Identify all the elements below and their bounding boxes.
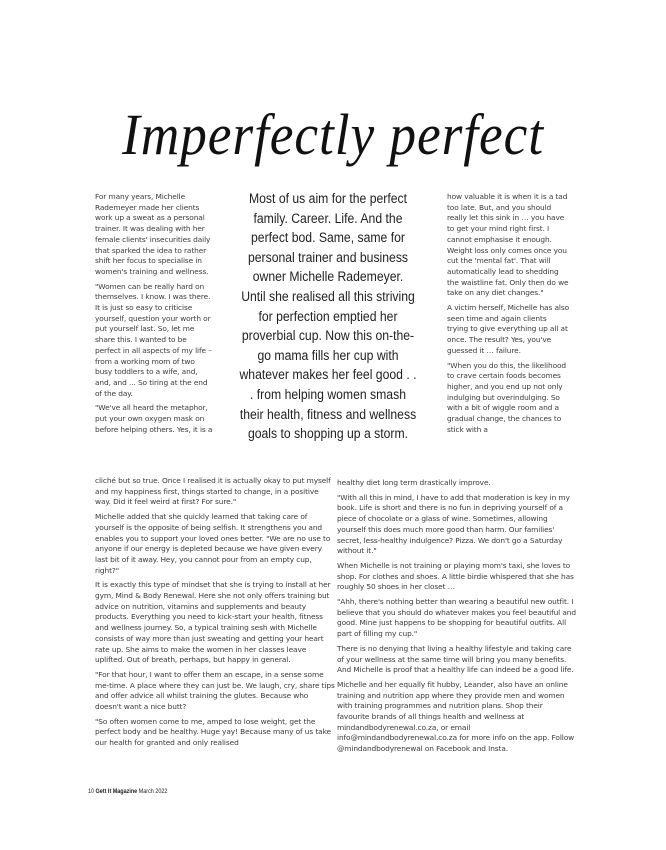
paragraph: cliché but so true. Once I realised it is actually okay to put myself and my happiness first, things started to change, in a positive way. Did it feel weird at first? For sure." [95,476,331,507]
paragraph: For many years, Michelle Rademeyer made her clients work up a sweat as a personal trainer. It was dealing with her female clients' insecurities daily that sparked the idea to rather shift her focus to specialise in women's training and wellness. [95,192,211,276]
paragraph: "When you do this, the likelihood to crave certain foods becomes higher, and you end up not only indulging but overindulging. So with a bit of wiggle room and a gradual change, the chances to stick with a [447,360,567,434]
left-column-bottom [95,476,335,753]
paragraph: Michelle added that she quickly learned that taking care of yourself is the opposite of being selfish. It strengthens you and enables you to support your loved ones better. "We are no use to anyone if our energy is depleted because we have given every last bit of it away. Hey, you cannot pour from an empty cup, right?" [95,512,331,575]
page-footer [88,788,167,795]
paragraph: "So often women come to me, amped to lose weight, get the perfect body and be healthy. Huge yay! Because many of us take our health for granted and only realised [95,716,331,748]
paragraph: Michelle and her equally fit hubby, Leander, also have an online training and nutrition app where they provide men and women with training programmes and nutrition plans. Shop their favourite brands of all things health and wellness at mindandbodyrenewal.co.za, or email info@mindandbodyrenewal.co.za for more info on the app. Follow @mindandbodyrenewal on Facebook and Insta. [337,679,575,754]
paragraph: healthy diet long term drastically improve. [337,478,491,487]
paragraph: "With all this in mind, I have to add that moderation is key in my book. Life is short and there is no fun in depriving yourself of a piece of chocolate or a glass of wine. Sometimes, allowing yourself this does much more good than harm. Our families' secret, less-healthy indulgence? Pizza. We don't go a Saturday without it." [337,492,570,556]
left-column-top [95,192,213,435]
paragraph: A victim herself, Michelle has also seen time and again clients trying to give everything up all at once. The result? Yes, you've guessed it … failure. [447,303,570,355]
paragraph: There is no denying that living a healthy lifestyle and taking care of your wellness at the same time will bring you many benefits. And Michelle is proof that a healthy life can indeed be a good life. [337,643,574,675]
paragraph: "Women can be really hard on themselves. I know. I was there. It is just so easy to criticise yourself, question your worth or put yourself last. So, let me share this. I wanted to be perfect in all aspects of my life – from a working mom of two busy toddlers to a wife, and, and, and ... So tiring at the end of the day. [95,281,212,398]
pull-quote-line: Until she realised all this striving for perfection emptied her proverbial cup. Now this on-the-go mama fills her cup with whatever makes her feel good . . . from helping women smash their health, fitness and wellness goals to shopping up a storm. [239,288,417,443]
issue-date: March 2022 [138,788,168,795]
paragraph: "We've all heard the metaphor, put your own oxygen mask on before helping others. Yes, it is a [95,403,213,434]
pull-quote-line: Most of us aim for the perfect family. Career. Life. And the perfect bod. Same, same for personal trainer and business owner Michelle Rademeyer. [247,191,409,286]
paragraph: how valuable it is when it is a tad too late. But, and you should really let this sink in … you have to get your mind right first. I cannot emphasise it enough. Weight loss only comes once you cut the 'mental fat'. That will automatically lead to shedding the waistline fat. Only then do we take on any diet changes." [447,192,569,298]
article-title: Imperfectly perfect [122,102,544,167]
page-number: 10 [88,788,95,795]
publication-name: Gett It Magazine [95,788,138,795]
paragraph: It is exactly this type of mindset that she is trying to install at her gym, Mind & Body Renewal. Here she not only offers training but advice on nutrition, vitamins and supplements and beauty products. Everything you need to kick-start your health, fitness and wellness journey. So, a typical training sesh with Michelle consists of way more than just sweating and getting your heart rate up. She aims to make the women in her classes leave uplifted. Out of breath, perhaps, but happy in general. [95,580,331,665]
paragraph: "For that hour, I want to offer them an escape, in a sense some me-time. A place where they can just be. We laugh, cry, share tips and offer advice all whilst training the glutes. Because who doesn't want a nice butt? [95,669,335,712]
right-column-bottom [337,478,577,759]
right-column-top [447,192,569,435]
paragraph: "Ahh, there's nothing better than wearing a beautiful new outfit. I believe that you should do whatever makes you feel beautiful and good. Mine just happens to be shopping for beautiful outfits. All part of filling my cup." [337,597,576,639]
pull-quote [237,190,419,445]
paragraph: When Michelle is not training or playing mom's taxi, she loves to shop. For clothes and shoes. A little birdie whispered that she has roughly 50 shoes in her closet … [337,560,574,592]
